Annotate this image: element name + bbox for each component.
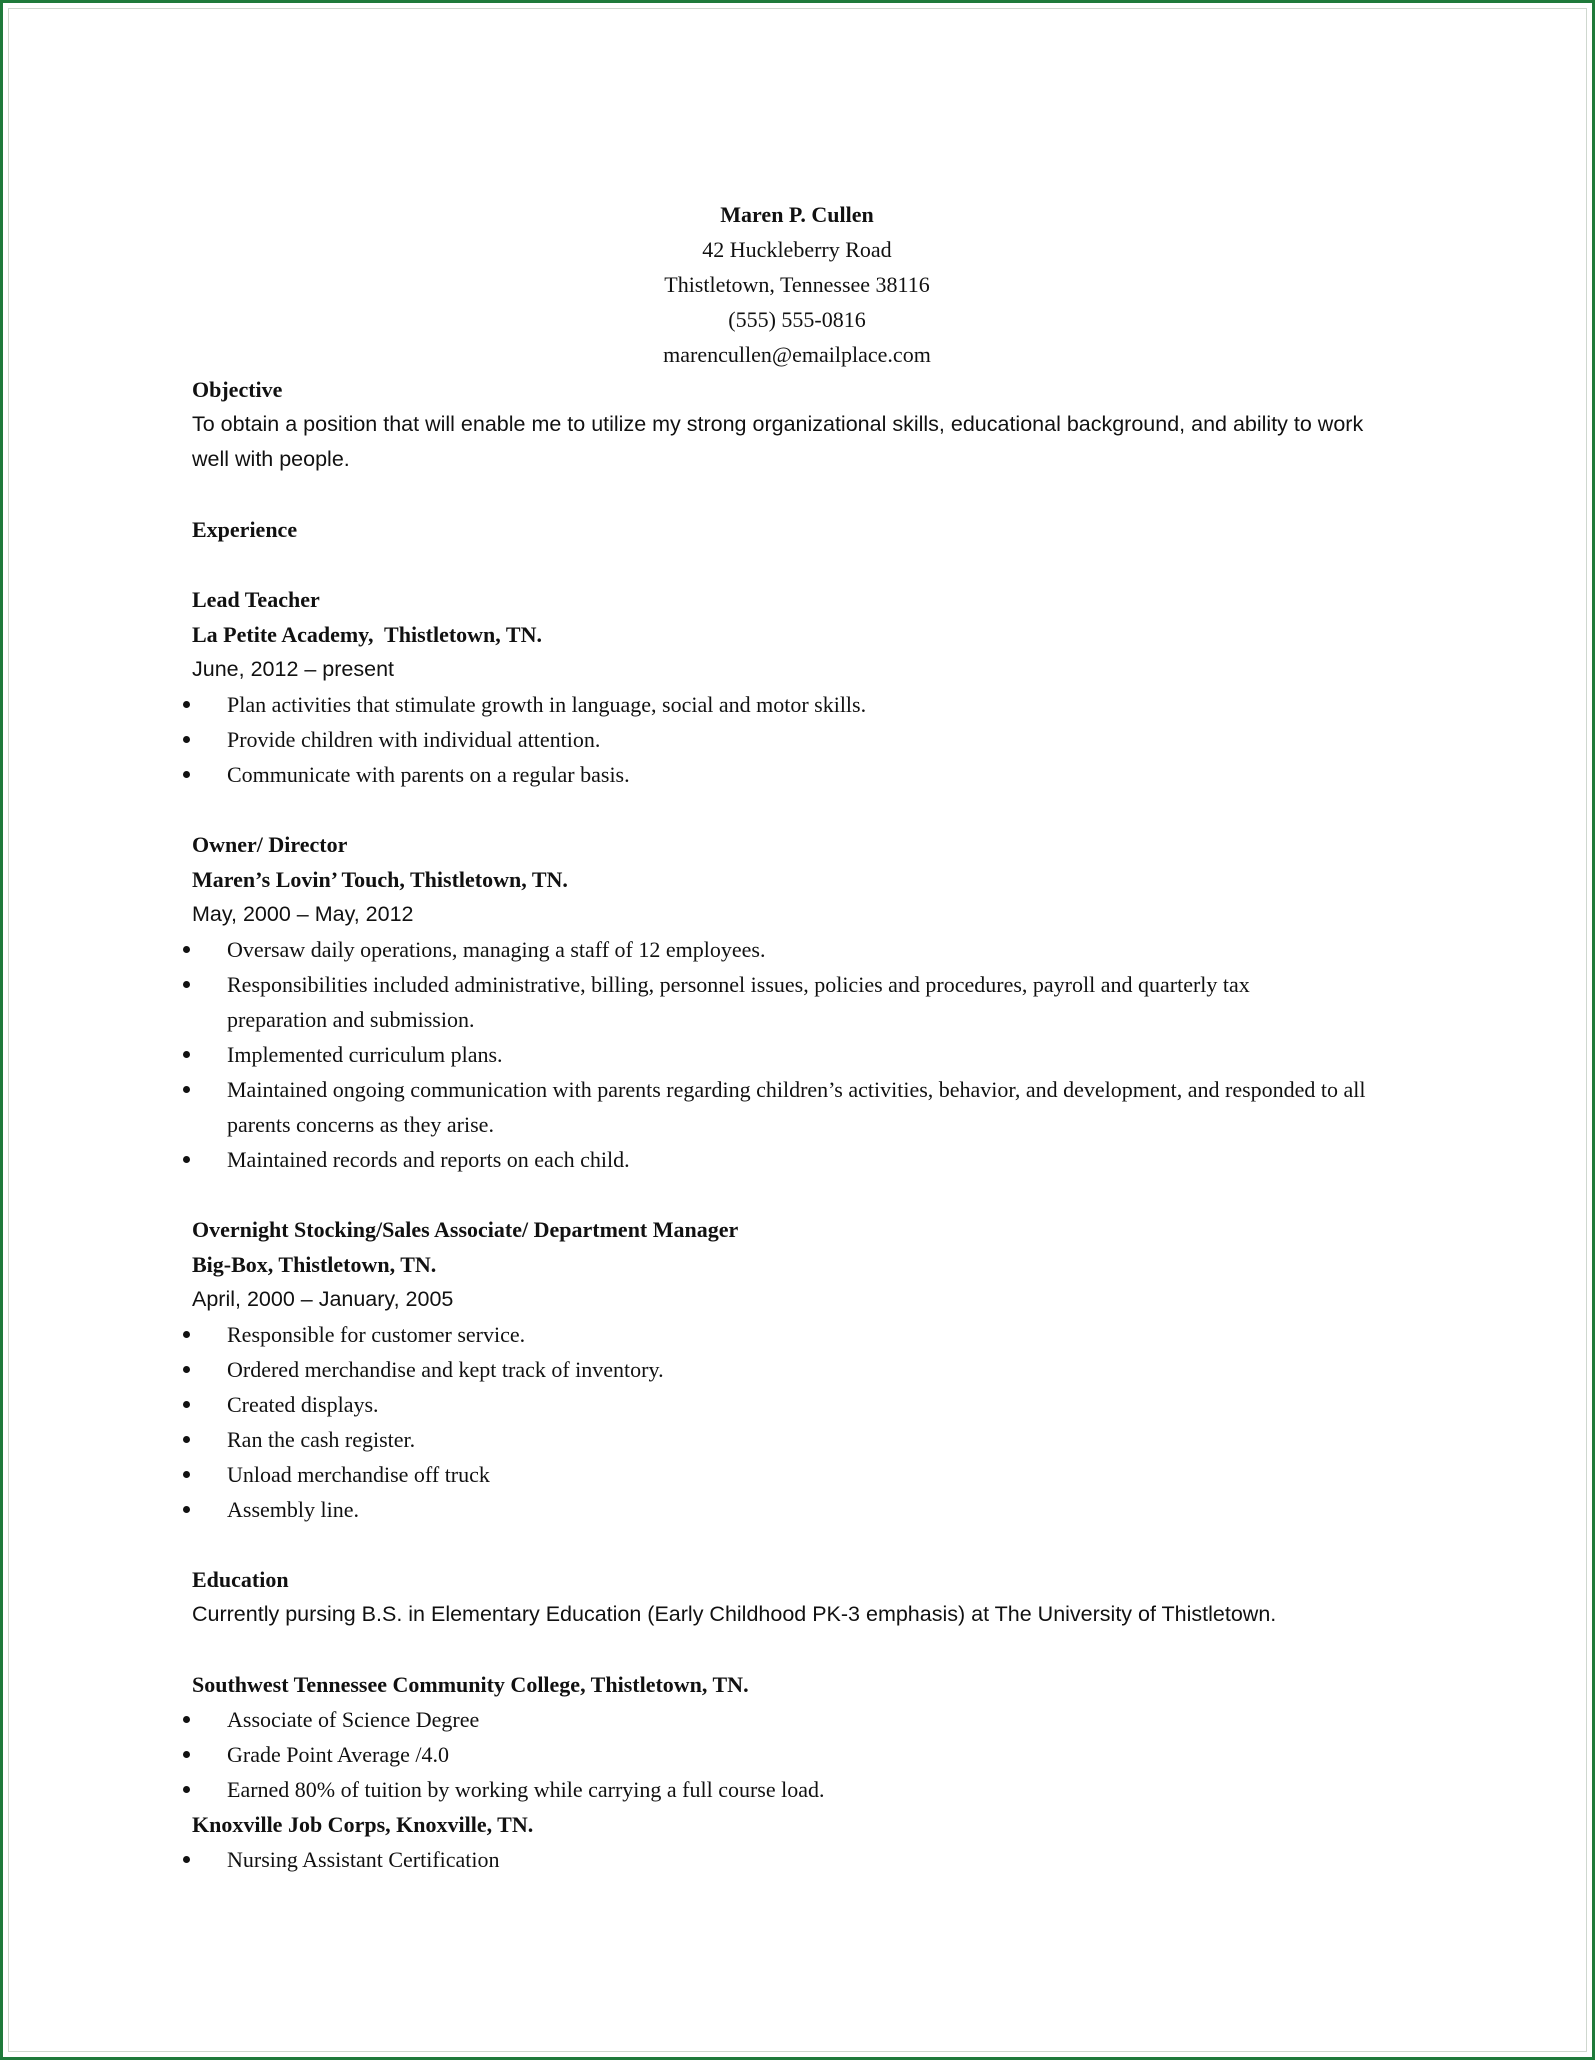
list-item: Responsible for customer service. — [192, 1317, 1392, 1352]
list-item: Unload merchandise off truck — [192, 1457, 1392, 1492]
list-item: Maintained records and reports on each child. — [192, 1142, 1382, 1177]
list-item: Maintained ongoing communication with parents regarding children’s activities, behavior, and development, and responded to all parents concerns as they arise. — [192, 1072, 1382, 1142]
job-company: Maren’s Lovin’ Touch, Thistletown, TN. — [192, 867, 568, 892]
list-item: Associate of Science Degree — [192, 1702, 1392, 1737]
contact-block — [192, 197, 1402, 372]
job-duties-list — [192, 1317, 1392, 1527]
job-title: Overnight Stocking/Sales Associate/ Department Manager — [192, 1217, 739, 1242]
job-entry — [192, 582, 1392, 792]
school-details-list — [192, 1842, 1392, 1877]
list-item: Assembly line. — [192, 1492, 1392, 1527]
job-entry — [192, 1212, 1392, 1527]
list-item: Nursing Assistant Certification — [192, 1842, 1392, 1877]
list-item: Responsibilities included administrative, billing, personnel issues, policies and procedures, payroll and quarterly tax preparation and submission. — [192, 967, 1382, 1037]
job-company: La Petite Academy, Thistletown, TN. — [192, 622, 542, 647]
job-title: Owner/ Director — [192, 832, 348, 857]
email-address: marencullen@emailplace.com — [663, 342, 931, 367]
resume-document — [192, 197, 1392, 1877]
school-entry — [192, 1667, 1392, 1807]
school-details-list — [192, 1702, 1392, 1807]
school-entry — [192, 1807, 1392, 1877]
list-item: Created displays. — [192, 1387, 1392, 1422]
job-entry — [192, 827, 1392, 1177]
job-title: Lead Teacher — [192, 587, 320, 612]
job-company: Big-Box, Thistletown, TN. — [192, 1252, 437, 1277]
education-heading: Education — [192, 1567, 289, 1592]
list-item: Oversaw daily operations, managing a staff of 12 employees. — [192, 932, 1382, 967]
list-item: Grade Point Average /4.0 — [192, 1737, 1392, 1772]
objective-text: To obtain a position that will enable me to utilize my strong organizational skills, educational background, and ability to work well with people. — [192, 412, 1364, 471]
phone-number: (555) 555-0816 — [728, 307, 866, 332]
job-dates: May, 2000 – May, 2012 — [192, 902, 414, 926]
applicant-name: Maren P. Cullen — [720, 202, 874, 227]
job-duties-list — [192, 932, 1382, 1177]
school-name: Southwest Tennessee Community College, Thistletown, TN. — [192, 1672, 749, 1697]
list-item: Ordered merchandise and kept track of inventory. — [192, 1352, 1392, 1387]
objective-heading: Objective — [192, 377, 283, 402]
job-dates: June, 2012 – present — [192, 657, 395, 681]
city-state-zip: Thistletown, Tennessee 38116 — [664, 272, 930, 297]
experience-heading: Experience — [192, 517, 298, 542]
list-item: Plan activities that stimulate growth in language, social and motor skills. — [192, 687, 1392, 722]
education-summary: Currently pursing B.S. in Elementary Education (Early Childhood PK-3 emphasis) at The University of Thistletown. — [192, 1602, 1277, 1626]
list-item: Implemented curriculum plans. — [192, 1037, 1382, 1072]
school-name: Knoxville Job Corps, Knoxville, TN. — [192, 1812, 534, 1837]
list-item: Ran the cash register. — [192, 1422, 1392, 1457]
job-duties-list — [192, 687, 1392, 792]
street-address: 42 Huckleberry Road — [702, 237, 892, 262]
list-item: Earned 80% of tuition by working while carrying a full course load. — [192, 1772, 1392, 1807]
list-item: Provide children with individual attention. — [192, 722, 1392, 757]
job-dates: April, 2000 – January, 2005 — [192, 1287, 454, 1311]
list-item: Communicate with parents on a regular basis. — [192, 757, 1392, 792]
